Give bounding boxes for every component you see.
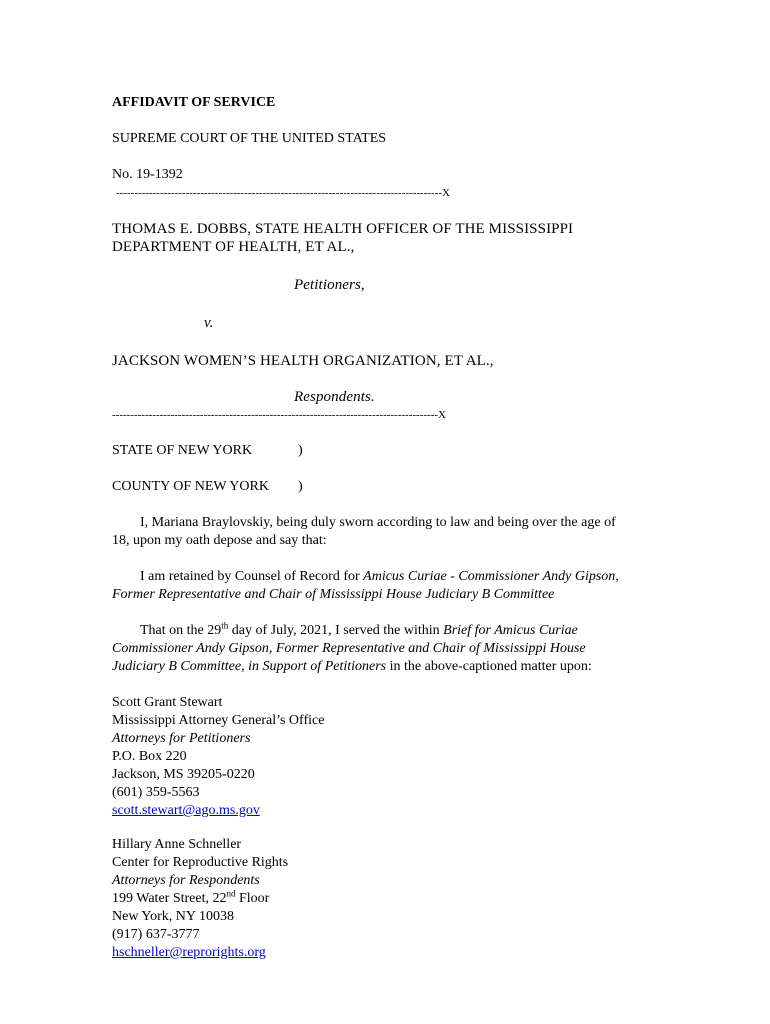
retained-line-1: [140, 568, 619, 586]
petitioners-label: Petitioners,: [294, 277, 365, 293]
address-sup: nd: [226, 888, 236, 899]
service-line-3: [112, 658, 592, 676]
oath-line-1: I, Mariana Braylovskiy, being duly sworn according to law and being over the age of: [140, 515, 616, 530]
retained-line-2: Former Representative and Chair of Mississippi House Judiciary B Committee: [112, 587, 555, 602]
service-mid: day of July, 2021, I served the within: [228, 623, 444, 638]
caption-rule-top: -----------------------------------------------------------------------------------------X: [116, 187, 450, 199]
respondent-name: JACKSON WOMEN’S HEALTH ORGANIZATION, ET AL.,: [112, 353, 494, 369]
petitioner-line-2: DEPARTMENT OF HEALTH, ET AL.,: [112, 239, 355, 255]
versus: v.: [204, 315, 214, 331]
recipient-phone: (917) 637-3777: [112, 927, 200, 942]
docket-number: No. 19-1392: [112, 167, 183, 182]
service-suffix: in the above-captioned matter upon:: [386, 659, 592, 674]
venue-state-paren: ): [298, 443, 303, 458]
recipient-email-link[interactable]: scott.stewart@ago.ms.gov: [112, 803, 260, 818]
service-brief-title-1: Brief for Amicus Curiae: [443, 623, 578, 638]
service-line-2: Commissioner Andy Gipson, Former Representative and Chair of Mississippi House: [112, 641, 586, 656]
recipient-name: Hillary Anne Schneller: [112, 837, 242, 852]
venue-county: COUNTY OF NEW YORK: [112, 479, 269, 494]
address-street: 199 Water Street, 22: [112, 891, 227, 906]
respondents-label: Respondents.: [294, 389, 375, 405]
recipient-address-2: Jackson, MS 39205-0220: [112, 767, 255, 782]
service-brief-title-3: Judiciary B Committee, in Support of Petitioners: [112, 659, 387, 674]
recipient-phone: (601) 359-5563: [112, 785, 200, 800]
recipient-address-1: P.O. Box 220: [112, 749, 187, 764]
recipient-role: Attorneys for Respondents: [112, 873, 260, 888]
recipient-org: Center for Reproductive Rights: [112, 855, 289, 870]
recipient-role: Attorneys for Petitioners: [112, 731, 251, 746]
recipient-email-link[interactable]: hschneller@reprorights.org: [112, 945, 266, 960]
recipient-name: Scott Grant Stewart: [112, 695, 223, 710]
court-name: SUPREME COURT OF THE UNITED STATES: [112, 131, 387, 146]
retained-amicus: Amicus Curiae - Commissioner Andy Gipson,: [363, 569, 619, 584]
recipient-block-2: [112, 836, 288, 962]
venue-county-paren: ): [298, 479, 303, 494]
retained-prefix: I am retained by Counsel of Record for: [140, 569, 364, 584]
service-line-1: [140, 622, 578, 640]
caption-rule-bottom: -----------------------------------------------------------------------------------------X: [112, 409, 446, 421]
recipient-address-1: [112, 890, 288, 908]
petitioner-line-1: THOMAS E. DOBBS, STATE HEALTH OFFICER OF THE MISSISSIPPI: [112, 221, 574, 237]
oath-line-2: 18, upon my oath depose and say that:: [112, 533, 327, 548]
service-prefix: That on the 29: [140, 623, 222, 638]
recipient-block-1: [112, 694, 324, 820]
recipient-address-2: New York, NY 10038: [112, 909, 234, 924]
address-floor: Floor: [235, 891, 270, 906]
document-heading: AFFIDAVIT OF SERVICE: [112, 95, 276, 110]
service-sup: th: [221, 620, 229, 631]
recipient-org: Mississippi Attorney General’s Office: [112, 713, 325, 728]
venue-state: STATE OF NEW YORK: [112, 443, 253, 458]
